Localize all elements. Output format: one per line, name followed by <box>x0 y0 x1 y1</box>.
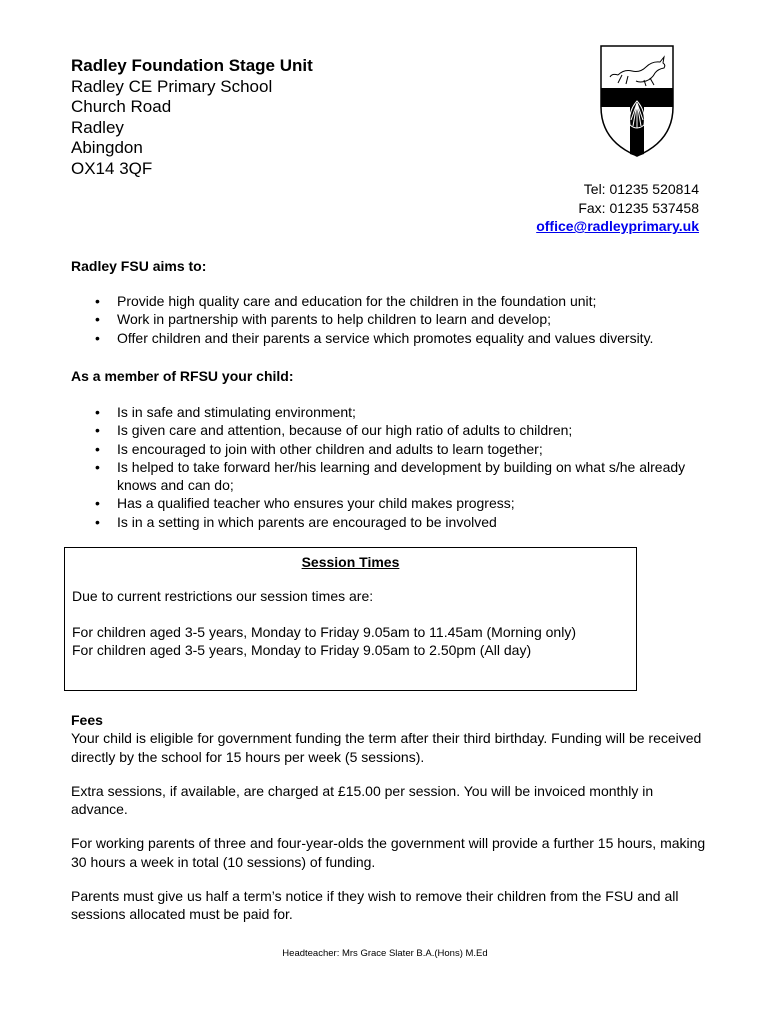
list-item: • Offer children and their parents a service which promotes equality and values diversity. <box>71 329 711 347</box>
session-line: For children aged 3-5 years, Monday to Friday 9.05am to 2.50pm (All day) <box>72 642 532 658</box>
school-title: Radley Foundation Stage Unit <box>71 56 313 75</box>
fees-paragraph: Parents must give us half a term’s notice if they wish to remove their children from the FSU and all sessions allocated must be paid for. <box>71 888 679 923</box>
member-heading: As a member of RFSU your child: <box>71 368 294 384</box>
fees-paragraph: Your child is eligible for government funding the term after their third birthday. Funding will be received directly by the school for 15 hours per week (5 sessions). <box>71 730 702 765</box>
list-item: • Is helped to take forward her/his learning and development by building on what s/he already knows and can do; <box>71 458 691 495</box>
address-line: Radley CE Primary School <box>71 76 273 96</box>
tel-text: Tel: 01235 520814 <box>583 181 699 197</box>
aims-list <box>71 292 711 347</box>
list-item: • Is in a setting in which parents are encouraged to be involved <box>71 513 691 531</box>
school-crest-icon <box>600 45 674 157</box>
session-line: For children aged 3-5 years, Monday to Friday 9.05am to 11.45am (Morning only) <box>72 624 576 640</box>
contact-block <box>536 180 699 236</box>
fees-paragraph: For working parents of three and four-year-olds the government will provide a further 15 hours, making 30 hours a week in total (10 sessions) of funding. <box>71 835 706 870</box>
list-item: • Provide high quality care and education for the children in the foundation unit; <box>71 292 711 310</box>
list-item: • Is encouraged to join with other children and adults to learn together; <box>71 440 691 458</box>
address-line: Radley <box>71 117 124 137</box>
list-item: • Has a qualified teacher who ensures your child makes progress; <box>71 494 691 512</box>
member-list <box>71 403 691 531</box>
aims-heading: Radley FSU aims to: <box>71 258 207 274</box>
session-times-title: Session Times <box>301 554 400 570</box>
fees-paragraph: Extra sessions, if available, are charged at £15.00 per session. You will be invoiced monthly in advance. <box>71 782 654 818</box>
address-line: Abingdon <box>71 138 143 158</box>
session-times-box <box>64 547 637 691</box>
address-block <box>71 56 313 180</box>
address-line: Church Road <box>71 97 172 117</box>
list-item: • Work in partnership with parents to help children to learn and develop; <box>71 310 711 328</box>
session-intro: Due to current restrictions our session times are: <box>72 588 374 604</box>
fax-text: Fax: 01235 537458 <box>578 199 699 216</box>
footer-headteacher: Headteacher: Mrs Grace Slater B.A.(Hons) M.Ed <box>282 948 488 959</box>
fees-section <box>71 711 711 940</box>
list-item: • Is in safe and stimulating environment; <box>71 403 691 421</box>
address-line: OX14 3QF <box>71 158 153 178</box>
email-link[interactable]: office@radleyprimary.uk <box>536 218 699 234</box>
fees-title: Fees <box>71 712 103 728</box>
list-item: • Is given care and attention, because of our high ratio of adults to children; <box>71 421 691 439</box>
